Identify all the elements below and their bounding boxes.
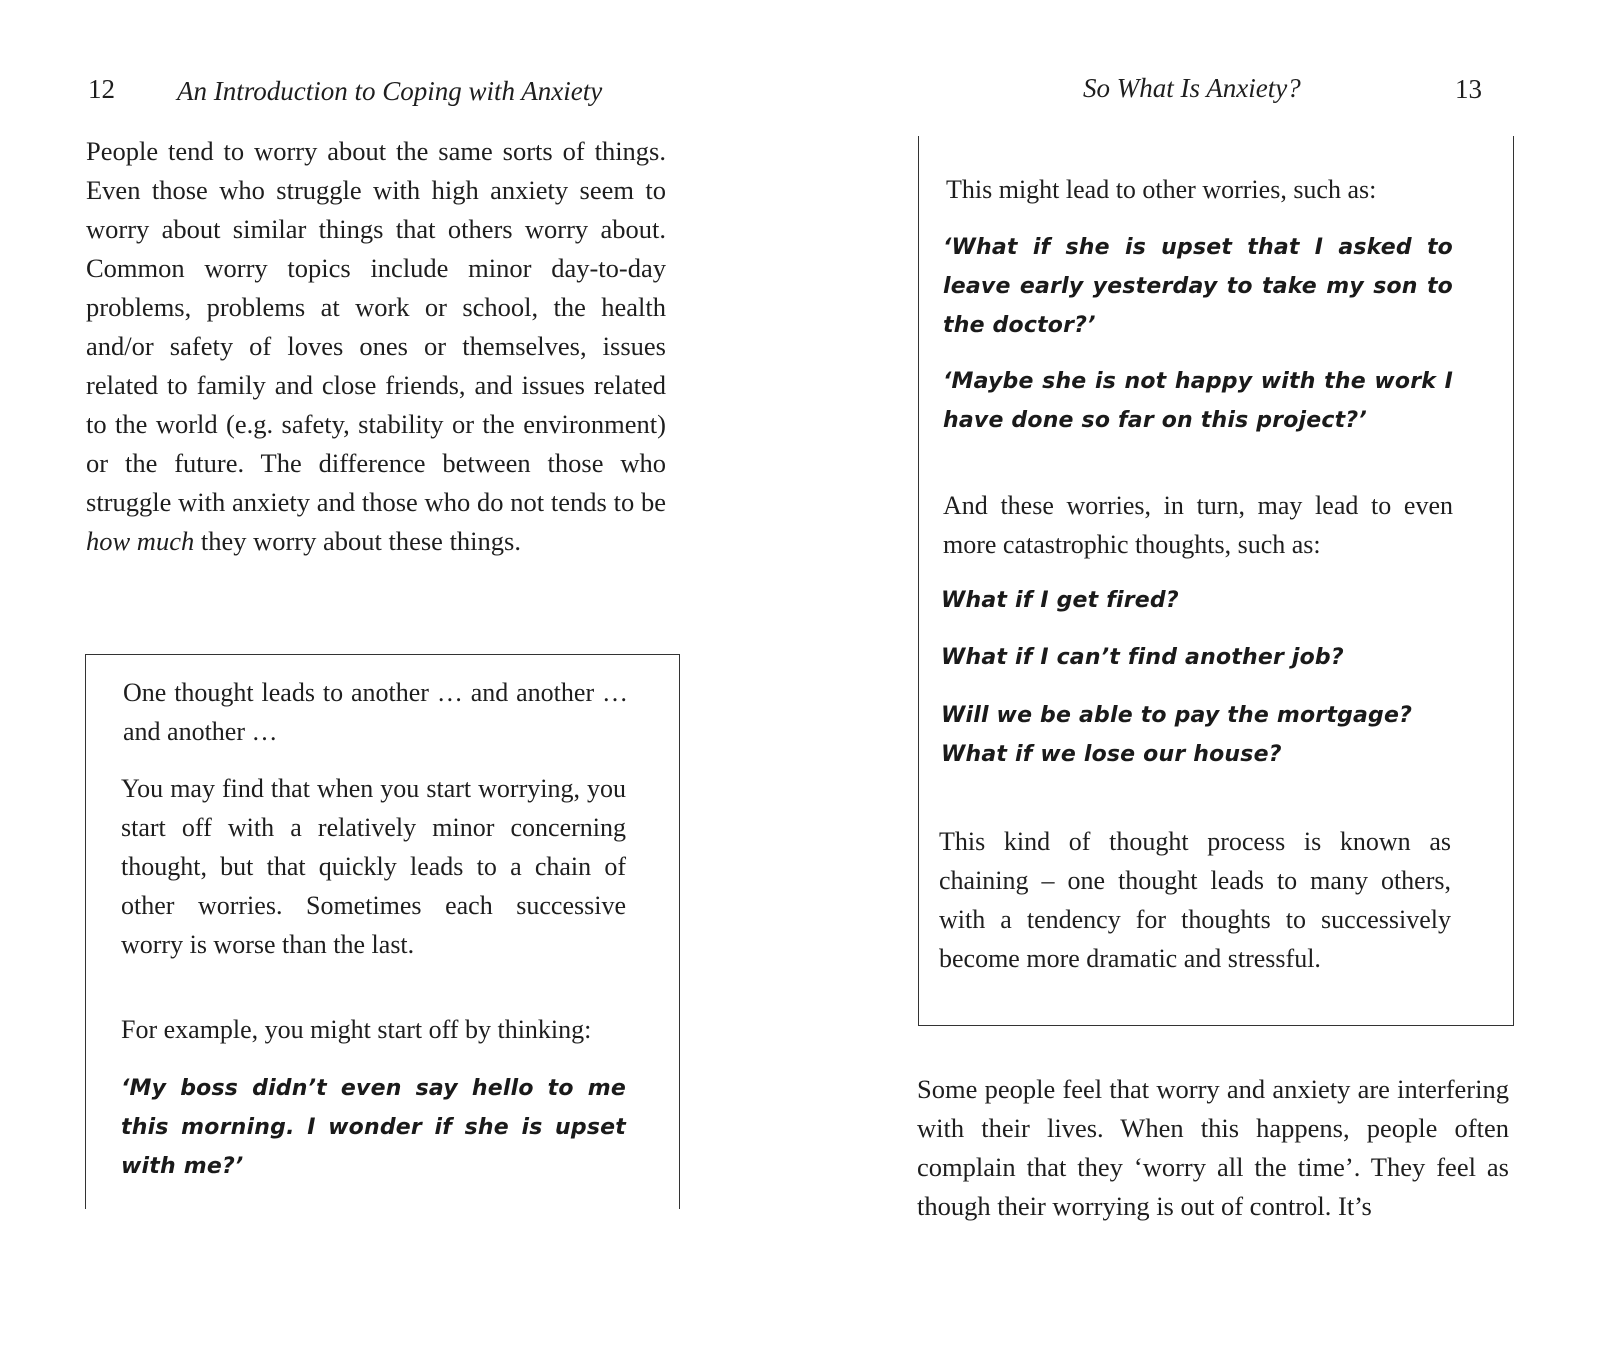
chaining-box-start: [85, 654, 680, 1209]
paragraph-text: People tend to worry about the same sorts of things. Even those who struggle with high anxiety seem to worry about similar things that others worry about. Common worry topics include minor day-to-day problems, problems at work or school, the health and/or safety of loves ones or themselves, issues related to family and close friends, and issues related to the world (e.g. safety, stability or the environment) or the future. The difference between those who struggle with anxiety and those who do not tends to be: [86, 136, 666, 517]
catastrophic-thought: What if I get fired?: [941, 588, 1179, 613]
chaining-box-continued: [918, 136, 1514, 1026]
body-paragraph-left: [86, 132, 666, 561]
page-number-left: 12: [88, 74, 115, 104]
box-paragraph: You may find that when you start worrying, you start off with a relatively minor concerning thought, but that quickly leads to a chain of other worries. Sometimes each successive worry is worse than the last.: [121, 774, 626, 959]
worry-thought: ‘What if she is upset that I asked to leave early yesterday to take my son to the doctor?’: [943, 235, 1453, 338]
example-thought: ‘My boss didn’t even say hello to me this morning. I wonder if she is upset with me?’: [121, 1076, 626, 1179]
box-conclusion: This kind of thought process is known as chaining – one thought leads to many others, with a tendency for thoughts to successively become more dramatic and stressful.: [939, 827, 1451, 973]
catastrophic-thought: What if I can’t find another job?: [941, 645, 1344, 670]
catastrophic-thought: Will we be able to pay the mortgage? What if we lose our house?: [941, 703, 1413, 767]
paragraph-text-end: they worry about these things.: [200, 526, 521, 556]
box-heading: One thought leads to another … and another … and another …: [123, 678, 628, 746]
running-title-right: So What Is Anxiety?: [1083, 73, 1301, 103]
box-second-intro: And these worries, in turn, may lead to even more catastrophic thoughts, such as:: [943, 491, 1453, 559]
box-intro: This might lead to other worries, such as:: [946, 175, 1377, 204]
body-paragraph-right: Some people feel that worry and anxiety are interfering with their lives. When this happens, people often complain that they ‘worry all the time’. They feel as though their worrying is out of control. It’s: [917, 1074, 1509, 1221]
left-page: [0, 0, 800, 1358]
page-number-right: 13: [1455, 74, 1482, 104]
emphasis-text: how much: [86, 526, 195, 556]
running-title-left: An Introduction to Coping with Anxiety: [177, 76, 603, 106]
worry-thought: ‘Maybe she is not happy with the work I have done so far on this project?’: [943, 369, 1453, 433]
right-page: [800, 0, 1602, 1358]
example-intro: For example, you might start off by thinking:: [121, 1015, 592, 1044]
